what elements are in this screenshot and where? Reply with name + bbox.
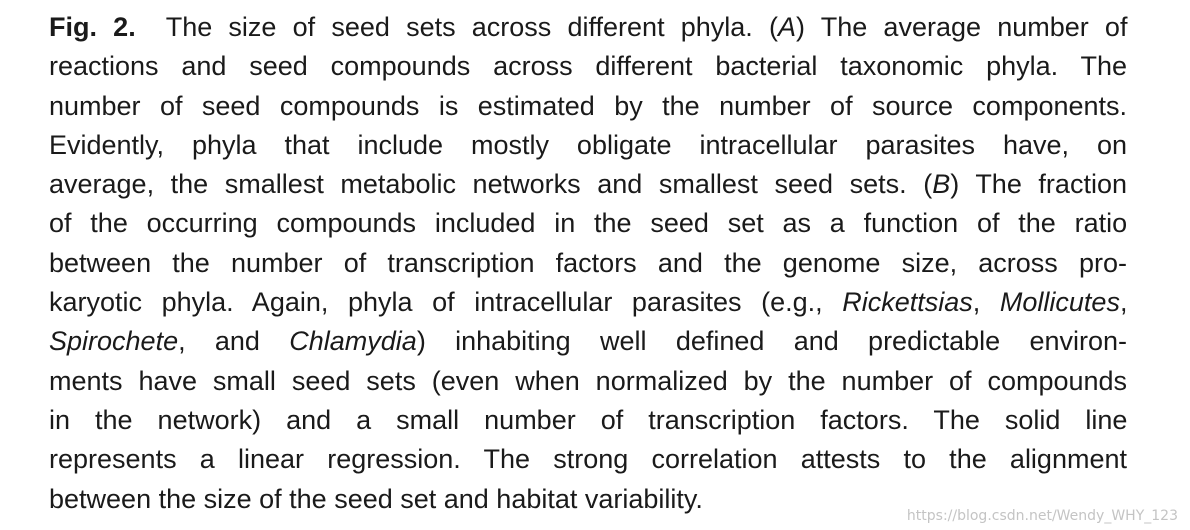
- caption-text: reactions and seed compounds across different bacterial taxonomic phyla. The: [49, 51, 1128, 82]
- caption-text: between the size of the seed set and habitat variability.: [49, 483, 703, 514]
- caption-line: [49, 322, 1127, 361]
- caption-text: ments have small seed sets (even when normalized by the number of compounds: [49, 365, 1128, 396]
- caption-text: The size of seed sets across different phyla. (: [165, 12, 778, 42]
- caption-italic-text: A: [778, 12, 797, 42]
- caption-text: average, the smallest metabolic networks and smallest seed sets. (: [49, 169, 933, 200]
- caption-text: karyotic phyla. Again, phyla of intracellular parasites (e.g.,: [49, 287, 843, 318]
- caption-text: of the occurring compounds included in the seed set as a function of the ratio: [49, 208, 1128, 239]
- caption-line: [49, 204, 1127, 243]
- caption-italic-text: Rickettsias: [842, 287, 973, 318]
- caption-line: [49, 8, 1127, 47]
- caption-text: ,: [1119, 287, 1128, 318]
- caption-line: [49, 165, 1127, 204]
- watermark: https://blog.csdn.net/Wendy_WHY_123: [906, 508, 1178, 524]
- caption-line: [49, 362, 1127, 401]
- caption-text: ) inhabiting well defined and predictable environ-: [416, 326, 1127, 357]
- caption-italic-text: Spirochete: [49, 326, 179, 357]
- caption-italic-text: B: [932, 169, 951, 200]
- caption-italic-text: Mollicutes: [999, 287, 1120, 318]
- caption-text: , and: [178, 326, 290, 357]
- caption-line: [49, 47, 1127, 86]
- caption-text: ) The average number of: [796, 12, 1128, 42]
- caption-line: [49, 283, 1127, 322]
- caption-italic-text: Chlamydia: [289, 326, 417, 357]
- caption-line: [49, 244, 1127, 283]
- caption-line: [49, 87, 1127, 126]
- caption-text: in the network) and a small number of transcription factors. The solid line: [49, 404, 1128, 435]
- caption-line: [49, 401, 1127, 440]
- caption-text: between the number of transcription factors and the genome size, across pro-: [49, 247, 1127, 278]
- caption-text: number of seed compounds is estimated by the number of source components.: [49, 90, 1128, 121]
- caption-text: ) The fraction: [950, 169, 1127, 200]
- figure-caption: [49, 8, 1127, 519]
- caption-text: represents a linear regression. The strong correlation attests to the alignment: [49, 444, 1127, 475]
- figure-label: Fig. 2.: [49, 12, 136, 42]
- caption-text: Evidently, phyla that include mostly obligate intracellular parasites have, on: [49, 129, 1127, 160]
- caption-text: ,: [972, 287, 1000, 318]
- caption-line: [49, 440, 1127, 479]
- caption-line: [49, 126, 1127, 165]
